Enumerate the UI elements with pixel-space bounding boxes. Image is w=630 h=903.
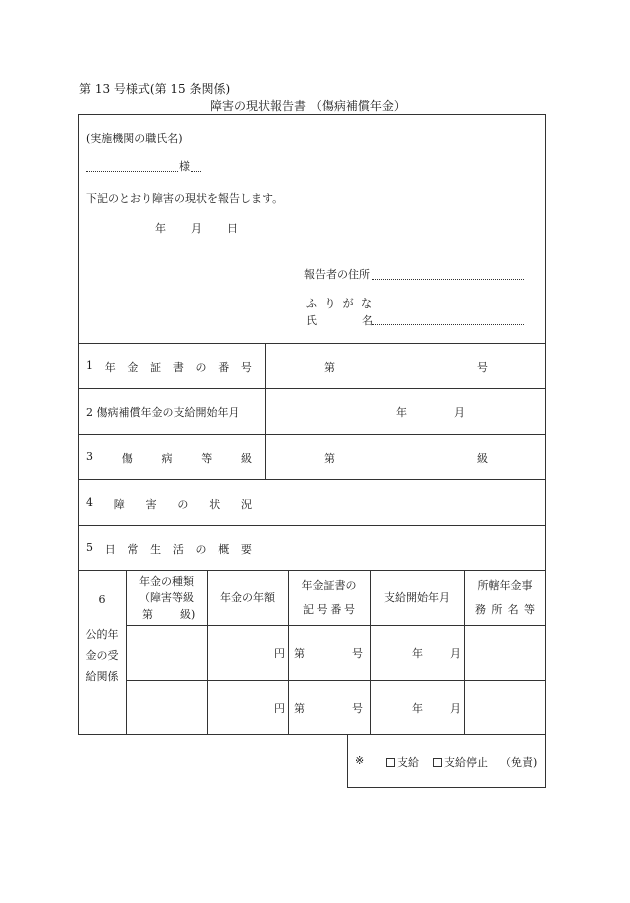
row2-month: 月 <box>454 406 465 419</box>
option-pay[interactable] <box>386 754 419 770</box>
furigana-char-3: が <box>342 297 354 310</box>
sama-tail-line <box>191 171 201 172</box>
reporter-address-line[interactable] <box>372 279 524 280</box>
section6-number: 6 <box>98 593 106 606</box>
row1-cert-dai: 第 <box>294 647 305 660</box>
row-divider-2 <box>78 434 546 435</box>
stop-checkbox-icon[interactable] <box>433 758 442 767</box>
section6-label-3: 給関係 <box>85 670 119 683</box>
col-type-line-1: 年金の種類 <box>139 575 194 588</box>
statement: 下記のとおり障害の現状を報告します。 <box>86 192 284 205</box>
col-start: 支給開始年月 <box>384 591 450 604</box>
date-year: 年 <box>155 222 166 235</box>
furigana-char-1: ふ <box>306 297 317 310</box>
col-cert-line-2: 記 号 番 号 <box>303 603 355 616</box>
section6-label-1: 公的年 <box>85 628 119 641</box>
col-amount: 年金の年額 <box>220 591 275 604</box>
row1-start-year: 年 <box>412 647 423 660</box>
furigana-char-2: り <box>324 297 336 310</box>
row2-label: 2 傷病補償年金の支給開始年月 <box>86 406 240 419</box>
date-day: 日 <box>227 222 238 235</box>
row-divider-4 <box>78 525 546 526</box>
row3-kyu: 級 <box>477 452 488 465</box>
row2-cert-dai: 第 <box>294 702 305 715</box>
pension-row-2 <box>126 680 546 681</box>
name-char-1: 氏 <box>306 314 317 327</box>
pension-row-1 <box>126 625 546 626</box>
row1-yen: 円 <box>274 647 285 660</box>
name-char-2: 名 <box>362 314 373 327</box>
date-month: 月 <box>191 222 202 235</box>
option-pay-label: 支給 <box>397 756 419 769</box>
office-use-mark: ※ <box>355 754 365 767</box>
row1-go: 号 <box>477 361 488 374</box>
form-title: 障害の現状報告書 （傷病補償年金） <box>210 99 406 113</box>
col-office-line-1: 所轄年金事 <box>477 579 533 592</box>
option-stop[interactable] <box>433 754 488 770</box>
row3-label: 3 傷 病 等 級 <box>86 450 252 465</box>
row4-label: 4 障 害 の 状 況 <box>86 496 252 511</box>
row3-dai: 第 <box>324 452 335 465</box>
row-divider-1 <box>78 388 546 389</box>
row2-year: 年 <box>396 406 407 419</box>
row1-dai: 第 <box>324 361 335 374</box>
sama-label: 様 <box>179 160 190 173</box>
furigana-char-4: な <box>360 297 372 310</box>
pay-checkbox-icon[interactable] <box>386 758 395 767</box>
exempt-label: （免責) <box>500 756 538 769</box>
row2-start-year: 年 <box>412 702 423 715</box>
row1-start-month: 月 <box>450 647 461 660</box>
row2-cert-go: 号 <box>352 702 363 715</box>
row1-label: 1 年 金 証 書 の 番 号 <box>86 359 252 374</box>
furigana-label <box>306 295 372 311</box>
pension-col-5 <box>464 570 465 735</box>
reporter-name-line[interactable] <box>372 324 524 325</box>
org-label: (実施機関の職氏名) <box>86 132 183 145</box>
option-stop-label: 支給停止 <box>444 756 488 769</box>
form-number: 第 13 号様式(第 15 条関係) <box>79 82 231 96</box>
row5-label: 5 日 常 生 活 の 概 要 <box>86 541 252 556</box>
form-page: 第 13 号様式(第 15 条関係) 障害の現状報告書 （傷病補償年金） (実施機関の職氏名) 様 下記のとおり障害の現状を報告します。 年 月 日 報告者の住所 ふ り が な 氏 名 1 年 金 証 書 の 番 号 第 号 2 傷病補償年金の支給開始年月 年 月 3 傷 病 等 級 第 級 4 障 害 の 状 況 5 日 常 生 活 の 概 要 6 公的年 金の受 給関係 年金の種類 （障害等級 第 級) 年金の年額 年金証書の 記 号 番 号 支給開始年月 所轄年金事 務 所 名 等 円 第 号 年 月 円 第 号 年 月 ※ 支給 支給停止 （免責) <box>0 0 630 903</box>
col-type-line-2: （障害等級 <box>139 591 194 604</box>
col-office-line-2: 務 所 名 等 <box>475 603 535 616</box>
col-cert-line-1: 年金証書の <box>301 579 357 592</box>
rows-col-divider <box>265 343 266 479</box>
row2-yen: 円 <box>274 702 285 715</box>
reporter-address-label: 報告者の住所 <box>304 268 370 281</box>
section6-label-2: 金の受 <box>85 649 119 662</box>
row2-start-month: 月 <box>450 702 461 715</box>
addressee-name-line[interactable] <box>86 171 178 172</box>
pension-col-3 <box>288 570 289 735</box>
row1-cert-go: 号 <box>352 647 363 660</box>
row-divider-3 <box>78 479 546 480</box>
